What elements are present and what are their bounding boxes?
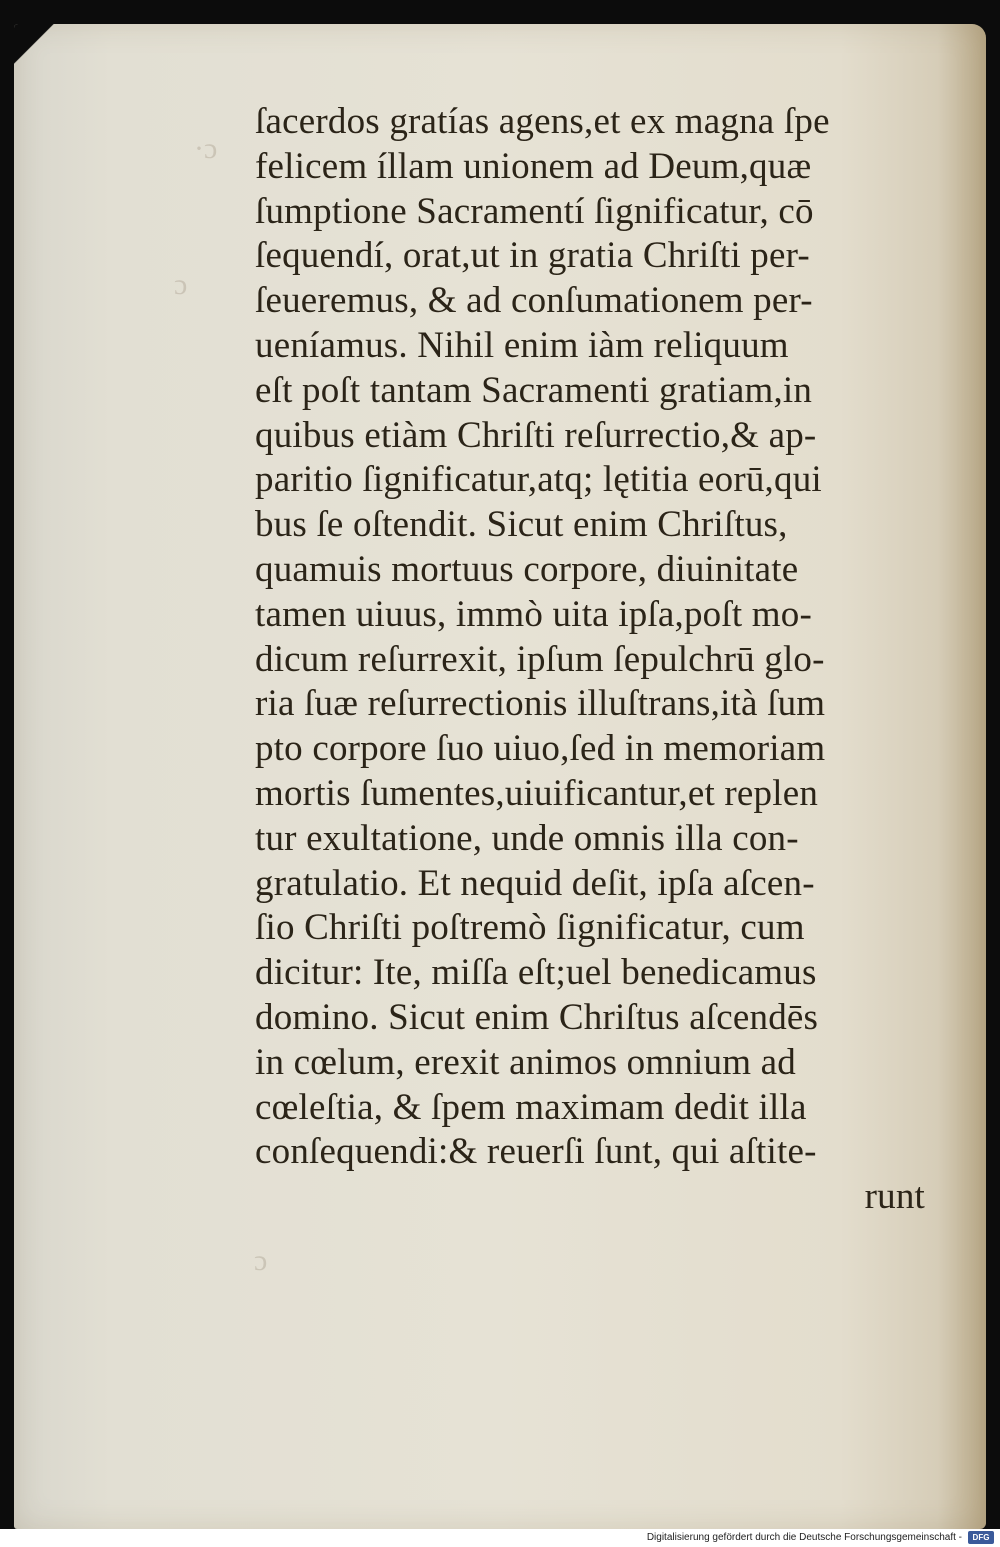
text-line: ſacerdos gratías agens,et ex magna ſpe [255, 101, 830, 142]
funding-credit: Digitalisierung gefördert durch die Deutsche Forschungsgemeinschaft - [646, 1532, 962, 1543]
text-line: dicum reſurrexit, ipſum ſepulchrū glo- [255, 638, 825, 680]
text-line: cœleſtia, & ſpem maximam dedit illa [255, 1086, 807, 1128]
text-line: tamen uiuus, immò uita ipſa,poſt mo- [255, 593, 812, 635]
text-line: ſio Chriſti poſtremò ſignificatur, cum [255, 907, 805, 949]
text-line: mortis ſumentes,uiuificantur,et replen [255, 772, 819, 814]
text-line: tur exultatione, unde omnis illa con- [255, 817, 799, 859]
text-line: bus ſe oſtendit. Sicut enim Chriſtus, [255, 504, 788, 546]
text-line: paritio ſignificatur,atq; lętitia eorū,qui [255, 459, 822, 501]
text-line: ſeueremus, & ad conſumationem per- [255, 280, 813, 322]
text-line: ria ſuæ reſurrectionis illuſtrans,ità ſum [255, 683, 826, 725]
text-line: gratulatio. Et nequid deſit, ipſa aſcen- [255, 862, 815, 904]
bleed-through-mark: ɔ [174, 268, 188, 301]
bleed-through-mark: ·ɔ [194, 132, 218, 165]
text-line: ſequendí, orat,ut in gratia Chriſti per- [255, 235, 810, 277]
text-line: quibus etiàm Chriſti reſurrectio,& ap- [255, 414, 817, 456]
page-text [255, 100, 935, 1220]
text-line: in cœlum, erexit animos omnium ad [255, 1041, 796, 1083]
text-line: eſt poſt tantam Sacramenti gratiam,in [255, 369, 813, 411]
text-line: ſumptione Sacramentí ſignificatur, cō [255, 190, 814, 232]
bleed-through-mark: ɔ [254, 1244, 268, 1277]
text-line: domino. Sicut enim Chriſtus aſcendēs [255, 996, 819, 1038]
dfg-logo: DFG [968, 1531, 994, 1544]
text-line: pto corpore ſuo uiuo,ſed in memoriam [255, 728, 826, 770]
text-line: dicitur: Ite, miſſa eſt;uel benedicamus [255, 952, 817, 994]
text-line: felicem íllam unionem ad Deum,quæ [255, 145, 812, 187]
text-line: quamuis mortuus corpore, diuinitate [255, 548, 799, 590]
text-line: ueníamus. Nihil enim iàm reliquum [255, 324, 789, 366]
catchword: runt [864, 1176, 925, 1218]
text-line: conſequendi:& reuerſi ſunt, qui aſtite- [255, 1131, 817, 1173]
